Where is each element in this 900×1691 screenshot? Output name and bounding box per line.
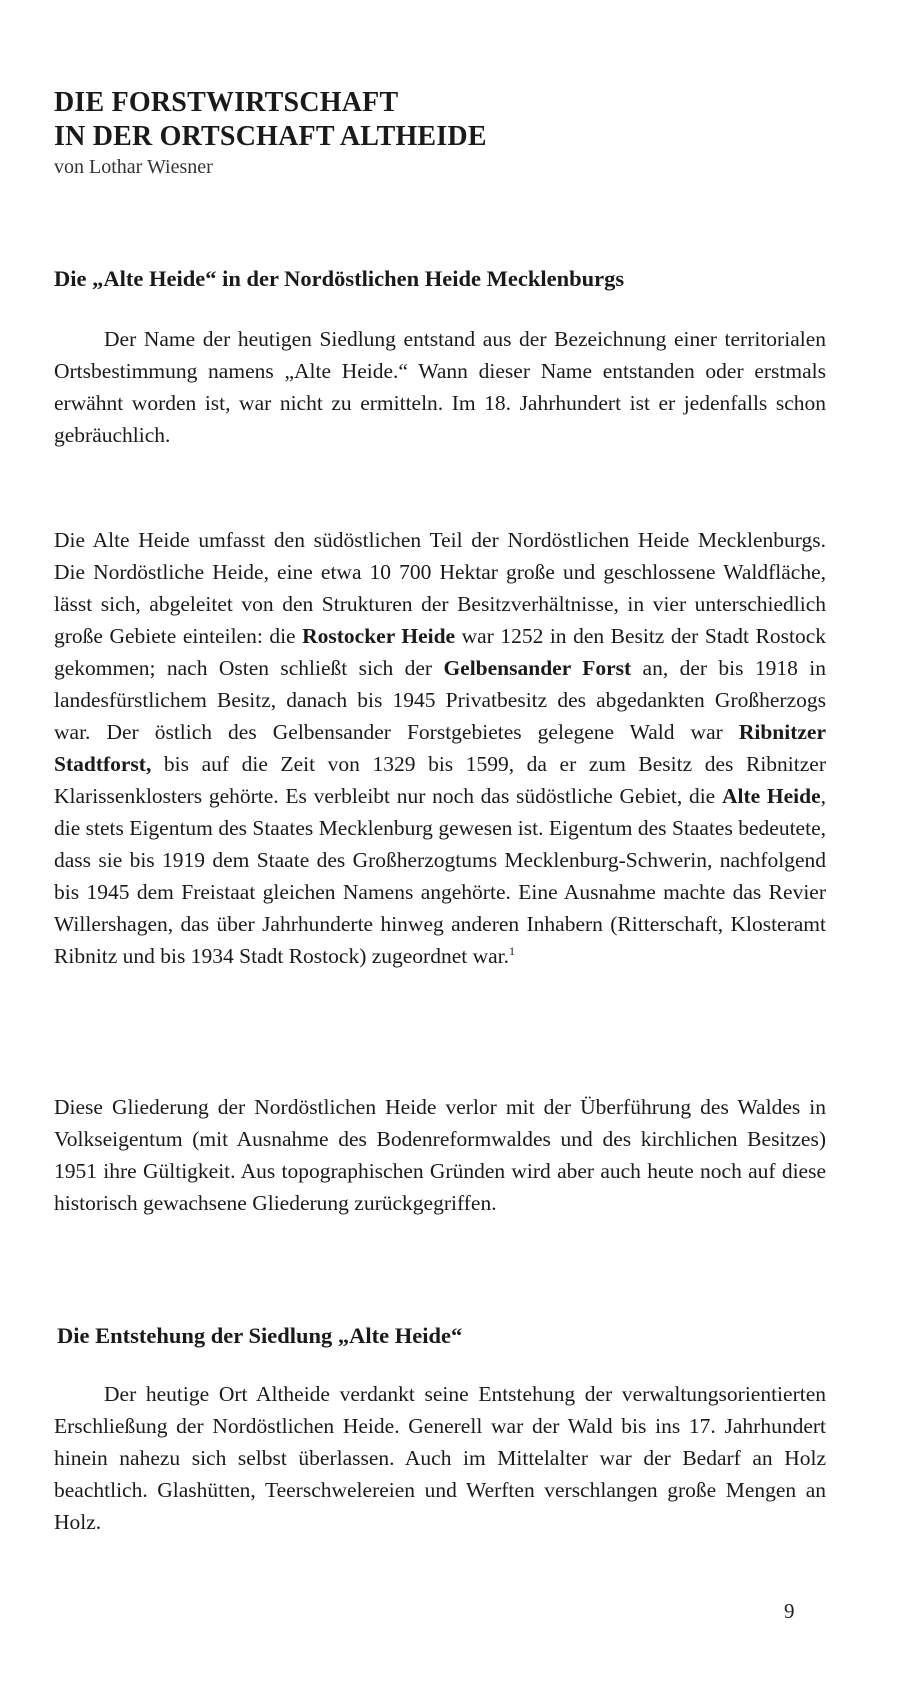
term-gelbensander-forst: Gelbensander Forst bbox=[443, 656, 632, 680]
author-line: von Lothar Wiesner bbox=[54, 156, 213, 178]
title-line-1: DIE FORSTWIRTSCHAFT bbox=[54, 87, 399, 118]
document-page bbox=[54, 86, 826, 1534]
page-number: 9 bbox=[784, 1599, 795, 1623]
term-alte-heide: Alte Heide bbox=[721, 784, 821, 808]
paragraph-text: an, der bis 1918 in landesfürstlichem Besitz, danach bis 1945 Privatbesitz des abgedankten Großherzogs war. Der östlich des Gelbensander Forstgebietes gelegene Wald war bbox=[54, 656, 826, 744]
title-line-2: IN DER ORTSCHAFT ALTHEIDE bbox=[54, 121, 487, 152]
paragraph-text: bis auf die Zeit von 1329 bis 1599, da er zum Besitz des Ribnitzer Klarissenklosters gehörte. Es verbleibt nur noch das südöstliche Gebiet, die bbox=[54, 752, 826, 808]
paragraph-division-validity: Diese Gliederung der Nordöstlichen Heide verlor mit der Überführung des Waldes in Volkseigentum (mit Ausnahme des Bodenreformwaldes und des kirchlichen Besitzes) 1951 ihre Gültigkeit. Aus topographischen Gründen wird aber auch heute noch auf diese historisch gewachsene Gliederung zurückgegriffen. bbox=[54, 1095, 826, 1215]
paragraph-settlement-origin: Der heutige Ort Altheide verdankt seine Entstehung der verwaltungsorientierten Erschließung der Nordöstlichen Heide. Generell war der Wald bis ins 17. Jahrhundert hinein nahezu sich selbst überlassen. Auch im Mittelalter war der Bedarf an Holz beachtlich. Glashütten, Teerschwelereien und Werften verschlangen große Mengen an Holz. bbox=[54, 1382, 826, 1534]
footnote-marker: 1 bbox=[509, 943, 516, 958]
document-title bbox=[54, 86, 826, 154]
section-heading-alte-heide: Die „Alte Heide“ in der Nordöstlichen Heide Mecklenburgs bbox=[54, 266, 625, 291]
paragraph-property-structure bbox=[54, 524, 826, 972]
paragraph-text: war 1252 in den Besitz der Stadt Rostock gekommen; nach Osten schließt sich der bbox=[54, 624, 826, 680]
section-heading-entstehung: Die Entstehung der Siedlung „Alte Heide“ bbox=[57, 1323, 463, 1348]
paragraph-name-origin: Der Name der heutigen Siedlung entstand aus der Bezeichnung einer territorialen Ortsbestimmung namens „Alte Heide.“ Wann dieser Name entstanden oder erstmals erwähnt worden ist, war nicht zu ermitteln. Im 18. Jahrhundert ist er jedenfalls schon gebräuchlich. bbox=[54, 327, 826, 447]
paragraph-text: , die stets Eigentum des Staates Mecklenburg gewesen ist. Eigentum des Staates bedeutete, dass sie bis 1919 dem Staate des Großherzogtums Mecklenburg-Schwerin, nachfolgend bis 1945 dem Freistaat gleichen Namens angehörte. Eine Ausnahme machte das Revier Willershagen, das über Jahrhunderte hinweg anderen Inhabern (Ritterschaft, Klosteramt Ribnitz und bis 1934 Stadt Rostock) zugeordnet war. bbox=[54, 784, 826, 968]
term-rostocker-heide: Rostocker Heide bbox=[302, 624, 456, 648]
term-ribnitzer-stadtforst: Ribnitzer Stadtforst, bbox=[54, 720, 826, 776]
paragraph-text: Die Alte Heide umfasst den südöstlichen Teil der Nordöstlichen Heide Mecklenburgs. Die Nordöstliche Heide, eine etwa 10 700 Hektar große und geschlossene Waldfläche, lässt sich, abgeleitet von den Strukturen der Besitzverhältnisse, in vier unterschiedlich große Gebiete einteilen: die bbox=[54, 528, 826, 648]
